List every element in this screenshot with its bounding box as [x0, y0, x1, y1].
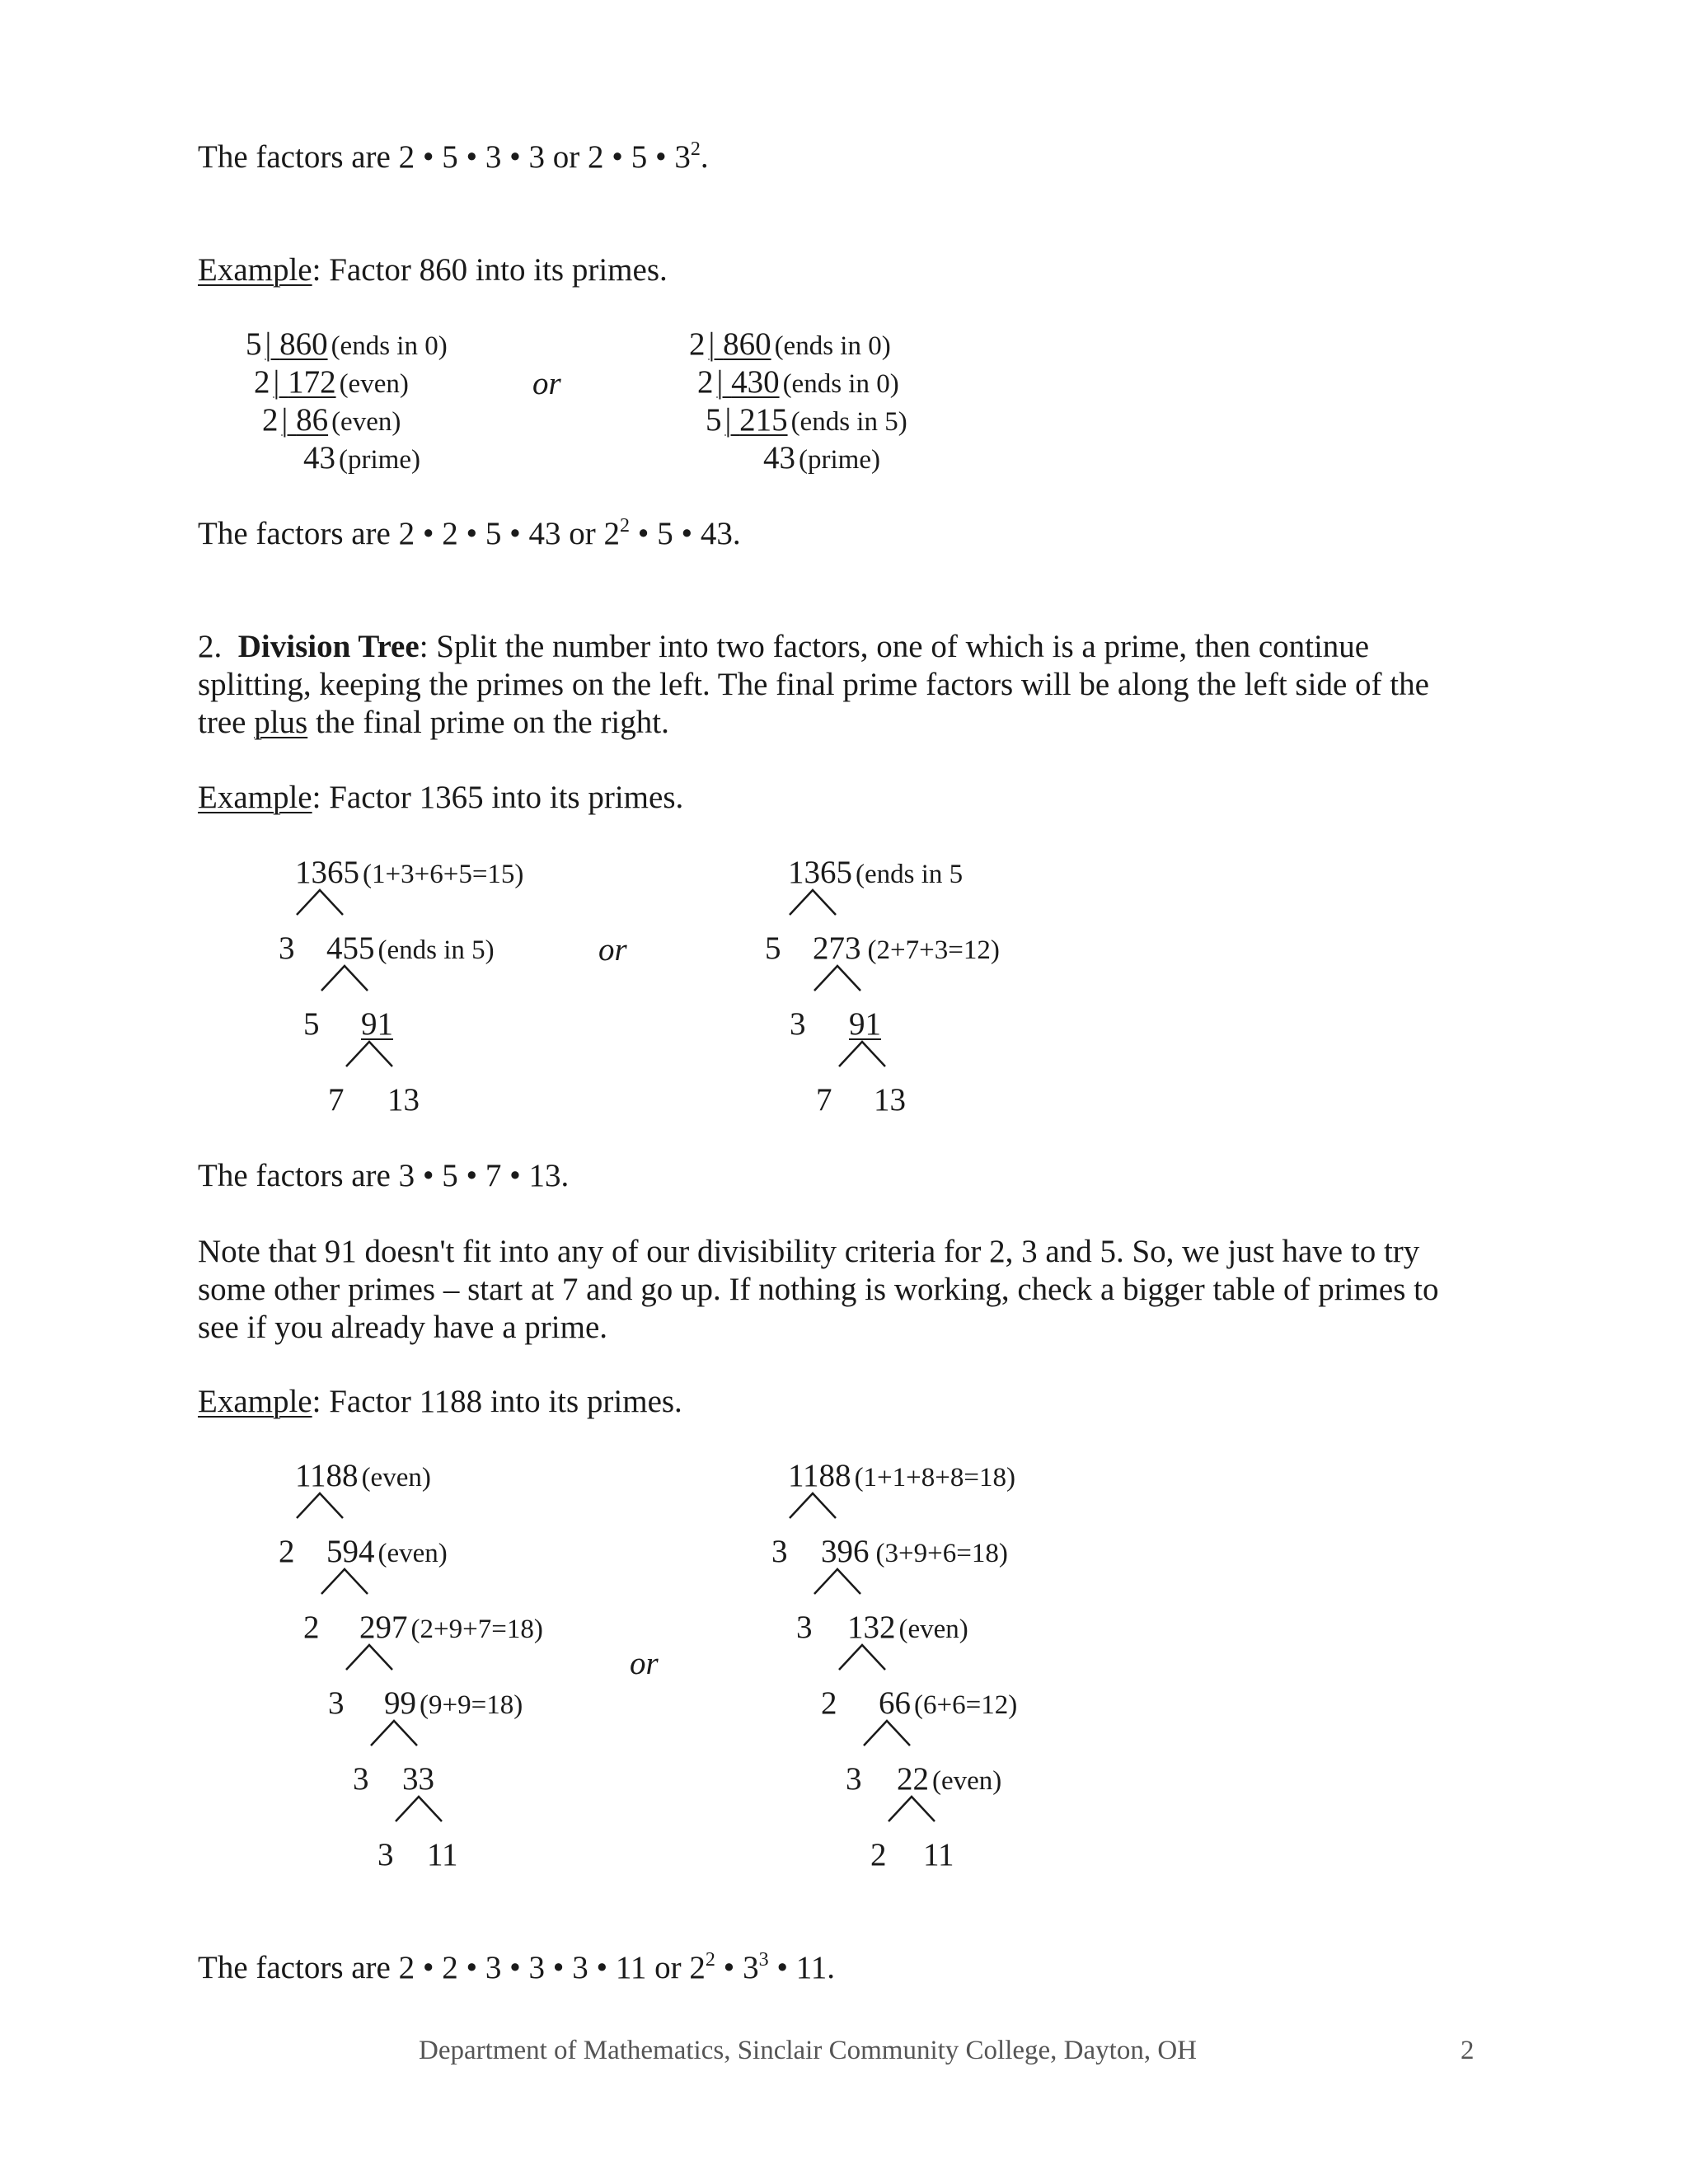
tree-branch	[788, 888, 837, 916]
tree-prime: 7	[816, 1082, 832, 1118]
factors-line-860: The factors are 2 • 2 • 5 • 43 or $2^2$ • 5 • 43.	[198, 515, 741, 551]
tree-prime: 5	[303, 1006, 320, 1042]
tree-branch	[813, 964, 862, 992]
tree-node: 66 (6+6=12)	[879, 1685, 1018, 1721]
tree-prime: 2	[303, 1610, 320, 1645]
tree-prime: 3	[353, 1761, 369, 1797]
ladder-row: 5 | 860 (ends in 0)	[246, 326, 448, 362]
tree-branch	[320, 964, 369, 992]
division-tree-description: 2. Division Tree: Split the number into two factors, one of which is a prime, then continue splitting, keeping the primes on the left. The final prime factors will be along the left side of the tree plus the final prime on the right.	[198, 629, 1429, 740]
ladder-row: 2 | 860 (ends in 0)	[689, 326, 891, 362]
tree-node: 455 (ends in 5)	[326, 930, 495, 966]
example-heading-860: Example: Factor 860 into its primes.	[198, 252, 668, 288]
tree-node: 13	[387, 1082, 420, 1118]
ladder-row: 2 | 86 (even)	[262, 402, 401, 438]
tree-node: 297 (2+9+7=18)	[359, 1610, 543, 1645]
tree-prime: 3	[377, 1837, 394, 1872]
tree-branch	[345, 1643, 394, 1671]
tree-branch	[837, 1643, 887, 1671]
tree-prime: 5	[765, 930, 781, 966]
ladder-result: 43 (prime)	[763, 440, 880, 476]
tree-prime: 2	[821, 1685, 837, 1721]
tree-prime: 2	[870, 1837, 887, 1872]
factors-line-1188: The factors are 2 • 2 • 3 • 3 • 3 • 11 or $2^2$ • $3^3$ • 11.	[198, 1949, 836, 1985]
tree-branch	[369, 1719, 419, 1747]
tree-prime: 3	[328, 1685, 345, 1721]
tree-node: 132 (even)	[847, 1610, 968, 1645]
example-heading-1188: Example: Factor 1188 into its primes.	[198, 1384, 682, 1419]
tree-prime: 3	[771, 1534, 788, 1569]
footer-department: Department of Mathematics, Sinclair Community College, Dayton, OH	[419, 2036, 1197, 2065]
tree-branch	[837, 1040, 887, 1068]
tree-node: 13	[874, 1082, 906, 1118]
ladder-result: 43 (prime)	[303, 440, 420, 476]
tree-prime: 2	[279, 1534, 295, 1569]
ladder-row: 2 | 430 (ends in 0)	[697, 364, 899, 400]
tree-prime: 3	[790, 1006, 806, 1042]
tree-branch	[887, 1795, 936, 1823]
tree-prime: 7	[328, 1082, 345, 1118]
note-paragraph: Note that 91 doesn't fit into any of our divisibility criteria for 2, 3 and 5. So, we just have to try some other primes – start at 7 and go up. If nothing is working, check a bigger table of primes to see if you already have a prime.	[198, 1234, 1439, 1345]
page-number: 2	[1461, 2036, 1475, 2065]
tree-node: 396 (3+9+6=18)	[821, 1534, 1008, 1569]
or-label: or	[630, 1646, 659, 1681]
tree-prime: 3	[846, 1761, 862, 1797]
tree-node: 594 (even)	[326, 1534, 448, 1569]
tree-node: 11	[923, 1837, 954, 1872]
tree-branch	[345, 1040, 394, 1068]
tree-root: 1365 (ends in 5	[788, 855, 964, 890]
tree-root: 1365 (1+3+6+5=15)	[295, 855, 524, 890]
tree-node: 91	[849, 1006, 881, 1042]
factors-line-top: The factors are 2 • 5 • 3 • 3 or 2 • 5 • $3^2$.	[198, 138, 709, 175]
tree-root: 1188 (even)	[295, 1458, 431, 1493]
ladder-row: 2 | 172 (even)	[254, 364, 409, 400]
tree-node: 22 (even)	[897, 1761, 1002, 1797]
tree-node: 99 (9+9=18)	[384, 1685, 523, 1721]
tree-branch	[862, 1719, 912, 1747]
tree-prime: 3	[279, 930, 295, 966]
factors-line-1365: The factors are 3 • 5 • 7 • 13.	[198, 1158, 570, 1193]
tree-branch	[394, 1795, 443, 1823]
tree-branch	[320, 1568, 369, 1596]
tree-branch	[295, 888, 345, 916]
ladder-row: 5 | 215 (ends in 5)	[706, 402, 907, 438]
tree-node: 273 (2+7+3=12)	[813, 930, 1000, 966]
or-label: or	[598, 932, 627, 968]
example-heading-1365: Example: Factor 1365 into its primes.	[198, 780, 684, 815]
tree-branch	[813, 1568, 862, 1596]
tree-node: 33	[402, 1761, 434, 1797]
tree-root: 1188 (1+1+8+8=18)	[788, 1458, 1015, 1493]
or-label: or	[532, 366, 561, 401]
tree-node: 11	[427, 1837, 458, 1872]
tree-node: 91	[361, 1006, 393, 1042]
tree-branch	[295, 1492, 345, 1520]
tree-branch	[788, 1492, 837, 1520]
tree-prime: 3	[796, 1610, 813, 1645]
